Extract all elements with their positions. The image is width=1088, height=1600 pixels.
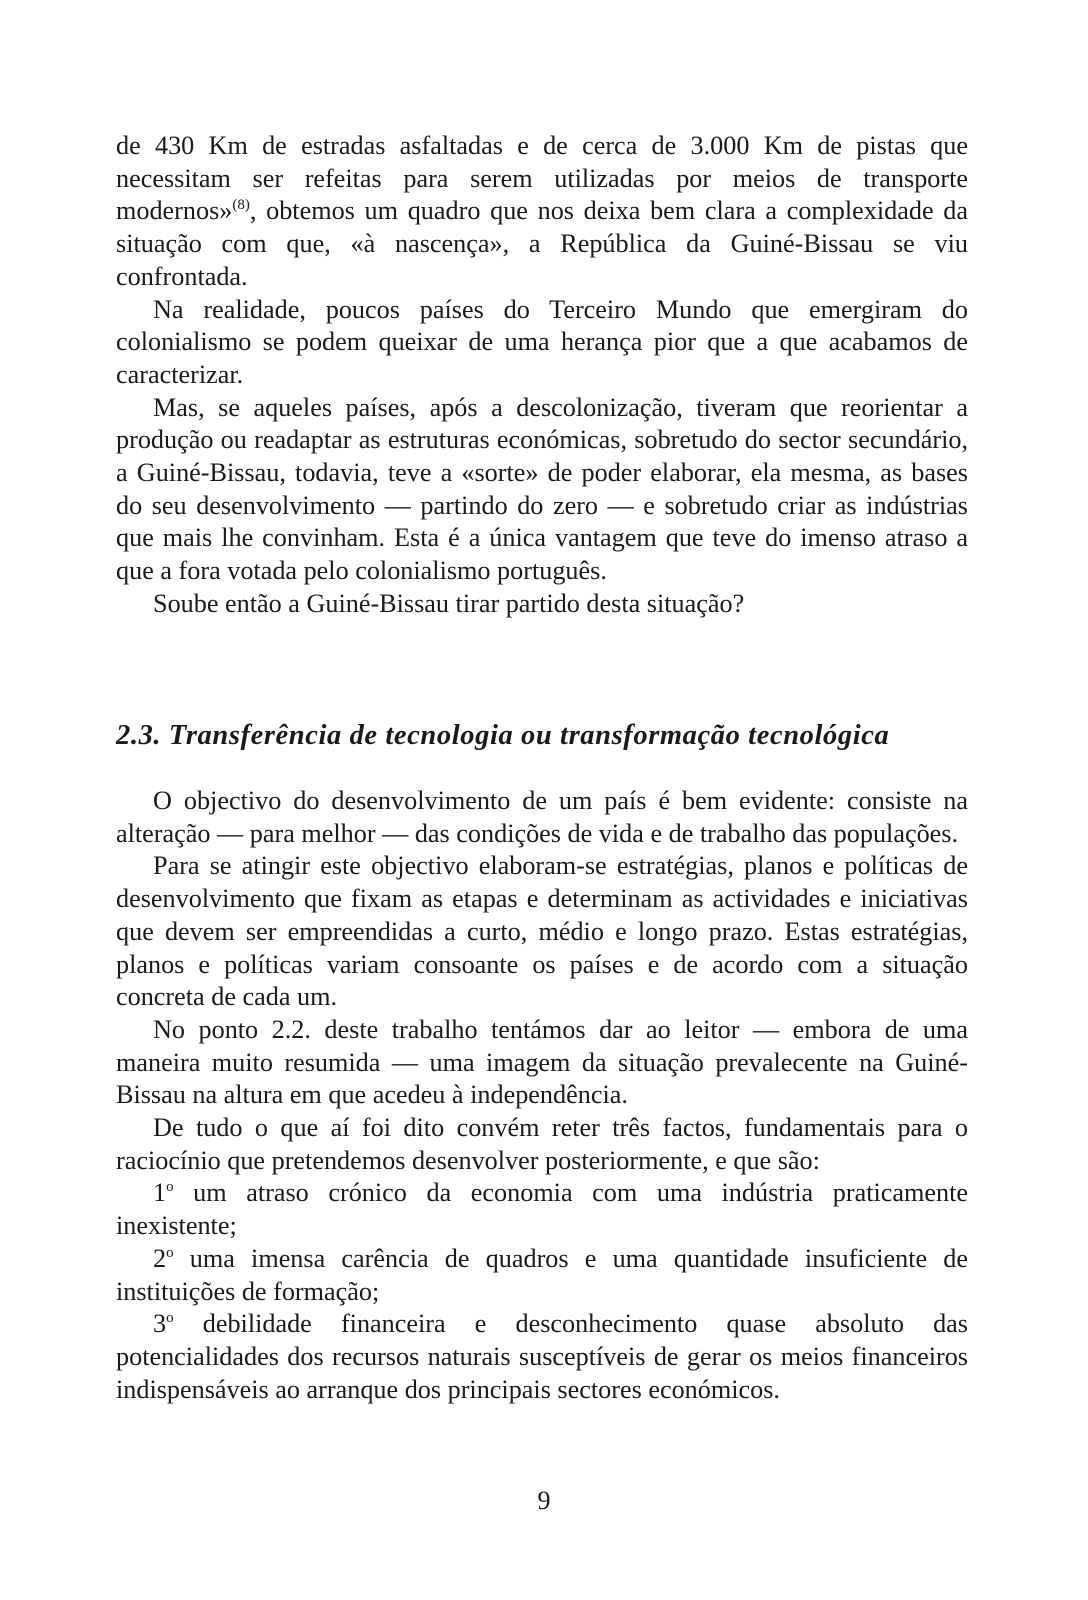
page-number: 9 (537, 1486, 551, 1515)
paragraph: No ponto 2.2. deste trabalho tentámos dar ao leitor — embora de uma maneira muito resumida — uma imagem da situação prevalecente na Guiné-Bissau na altura em que acedeu à independência. (116, 1014, 968, 1110)
paragraph: Mas, se aqueles países, após a descolonização, tiveram que reorientar a produção ou readaptar as estruturas económicas, sobretudo do sector secundário, a Guiné-Bissau, todavia, teve a «sorte» de poder elaborar, ela mesma, as bases do seu desenvolvimento — partindo do zero — e sobretudo criar as indústrias que mais lhe convinham. Esta é a única vantagem que teve do imenso atraso a que a fora votada pelo colonialismo português. (116, 392, 968, 586)
item-number: 3 (153, 1309, 167, 1339)
item-number: 2 (153, 1243, 167, 1273)
item-number: 1 (153, 1178, 167, 1208)
paragraph-continued (116, 130, 968, 294)
section-heading: 2.3. Transferência de tecnologia ou transformação tecnológica (116, 720, 890, 751)
paragraph: Soube então a Guiné-Bissau tirar partido desta situação? (153, 588, 745, 618)
paragraph: Para se atingir este objectivo elaboram-se estratégias, planos e políticas de desenvolvimento que fixam as etapas e determinam as actividades e iniciativas que devem ser empreendidas a curto, médio e longo prazo. Estas estratégias, planos e políticas variam consoante os países e de acordo com a situação concreta de cada um. (116, 851, 968, 1012)
ordinal-indicator: o (166, 1310, 174, 1327)
footnote-reference: (8) (232, 197, 250, 214)
item-text: um atraso crónico da economia com uma indústria praticamente inexistente; (116, 1178, 968, 1241)
paragraph-text: , obtemos um quadro que nos deixa bem clara a complexidade da situação com que, «à nascença», a República da Guiné-Bissau se viu confrontada. (116, 196, 968, 291)
ordinal-indicator: o (166, 1244, 174, 1261)
paragraph: O objectivo do desenvolvimento de um país é bem evidente: consiste na alteração — para melhor — das condições de vida e de trabalho das populações. (116, 786, 968, 848)
list-item (116, 1243, 968, 1308)
paragraph: Na realidade, poucos países do Terceiro Mundo que emergiram do colonialismo se podem queixar de uma herança pior que a que acabamos de caracterizar. (116, 294, 968, 389)
list-item (116, 1308, 968, 1406)
ordinal-indicator: o (166, 1179, 174, 1196)
item-text: uma imensa carência de quadros e uma quantidade insuficiente de instituições de formação; (116, 1243, 968, 1306)
section-1-text (116, 130, 968, 621)
paragraph: De tudo o que aí foi dito convém reter três factos, fundamentais para o raciocínio que pretendemos desenvolver posteriormente, e que são: (116, 1113, 968, 1175)
item-text: debilidade financeira e desconhecimento quase absoluto das potencialidades dos recursos naturais susceptíveis de gerar os meios financeiros indispensáveis ao arranque dos principais sectores económicos. (116, 1309, 968, 1404)
paragraph-text: de 430 Km de estradas asfaltadas e de cerca de 3.000 Km de pistas que necessitam ser refeitas para serem utilizadas por meios de transporte modernos» (116, 131, 968, 226)
list-item (116, 1177, 968, 1242)
section-2-text (116, 785, 968, 1406)
